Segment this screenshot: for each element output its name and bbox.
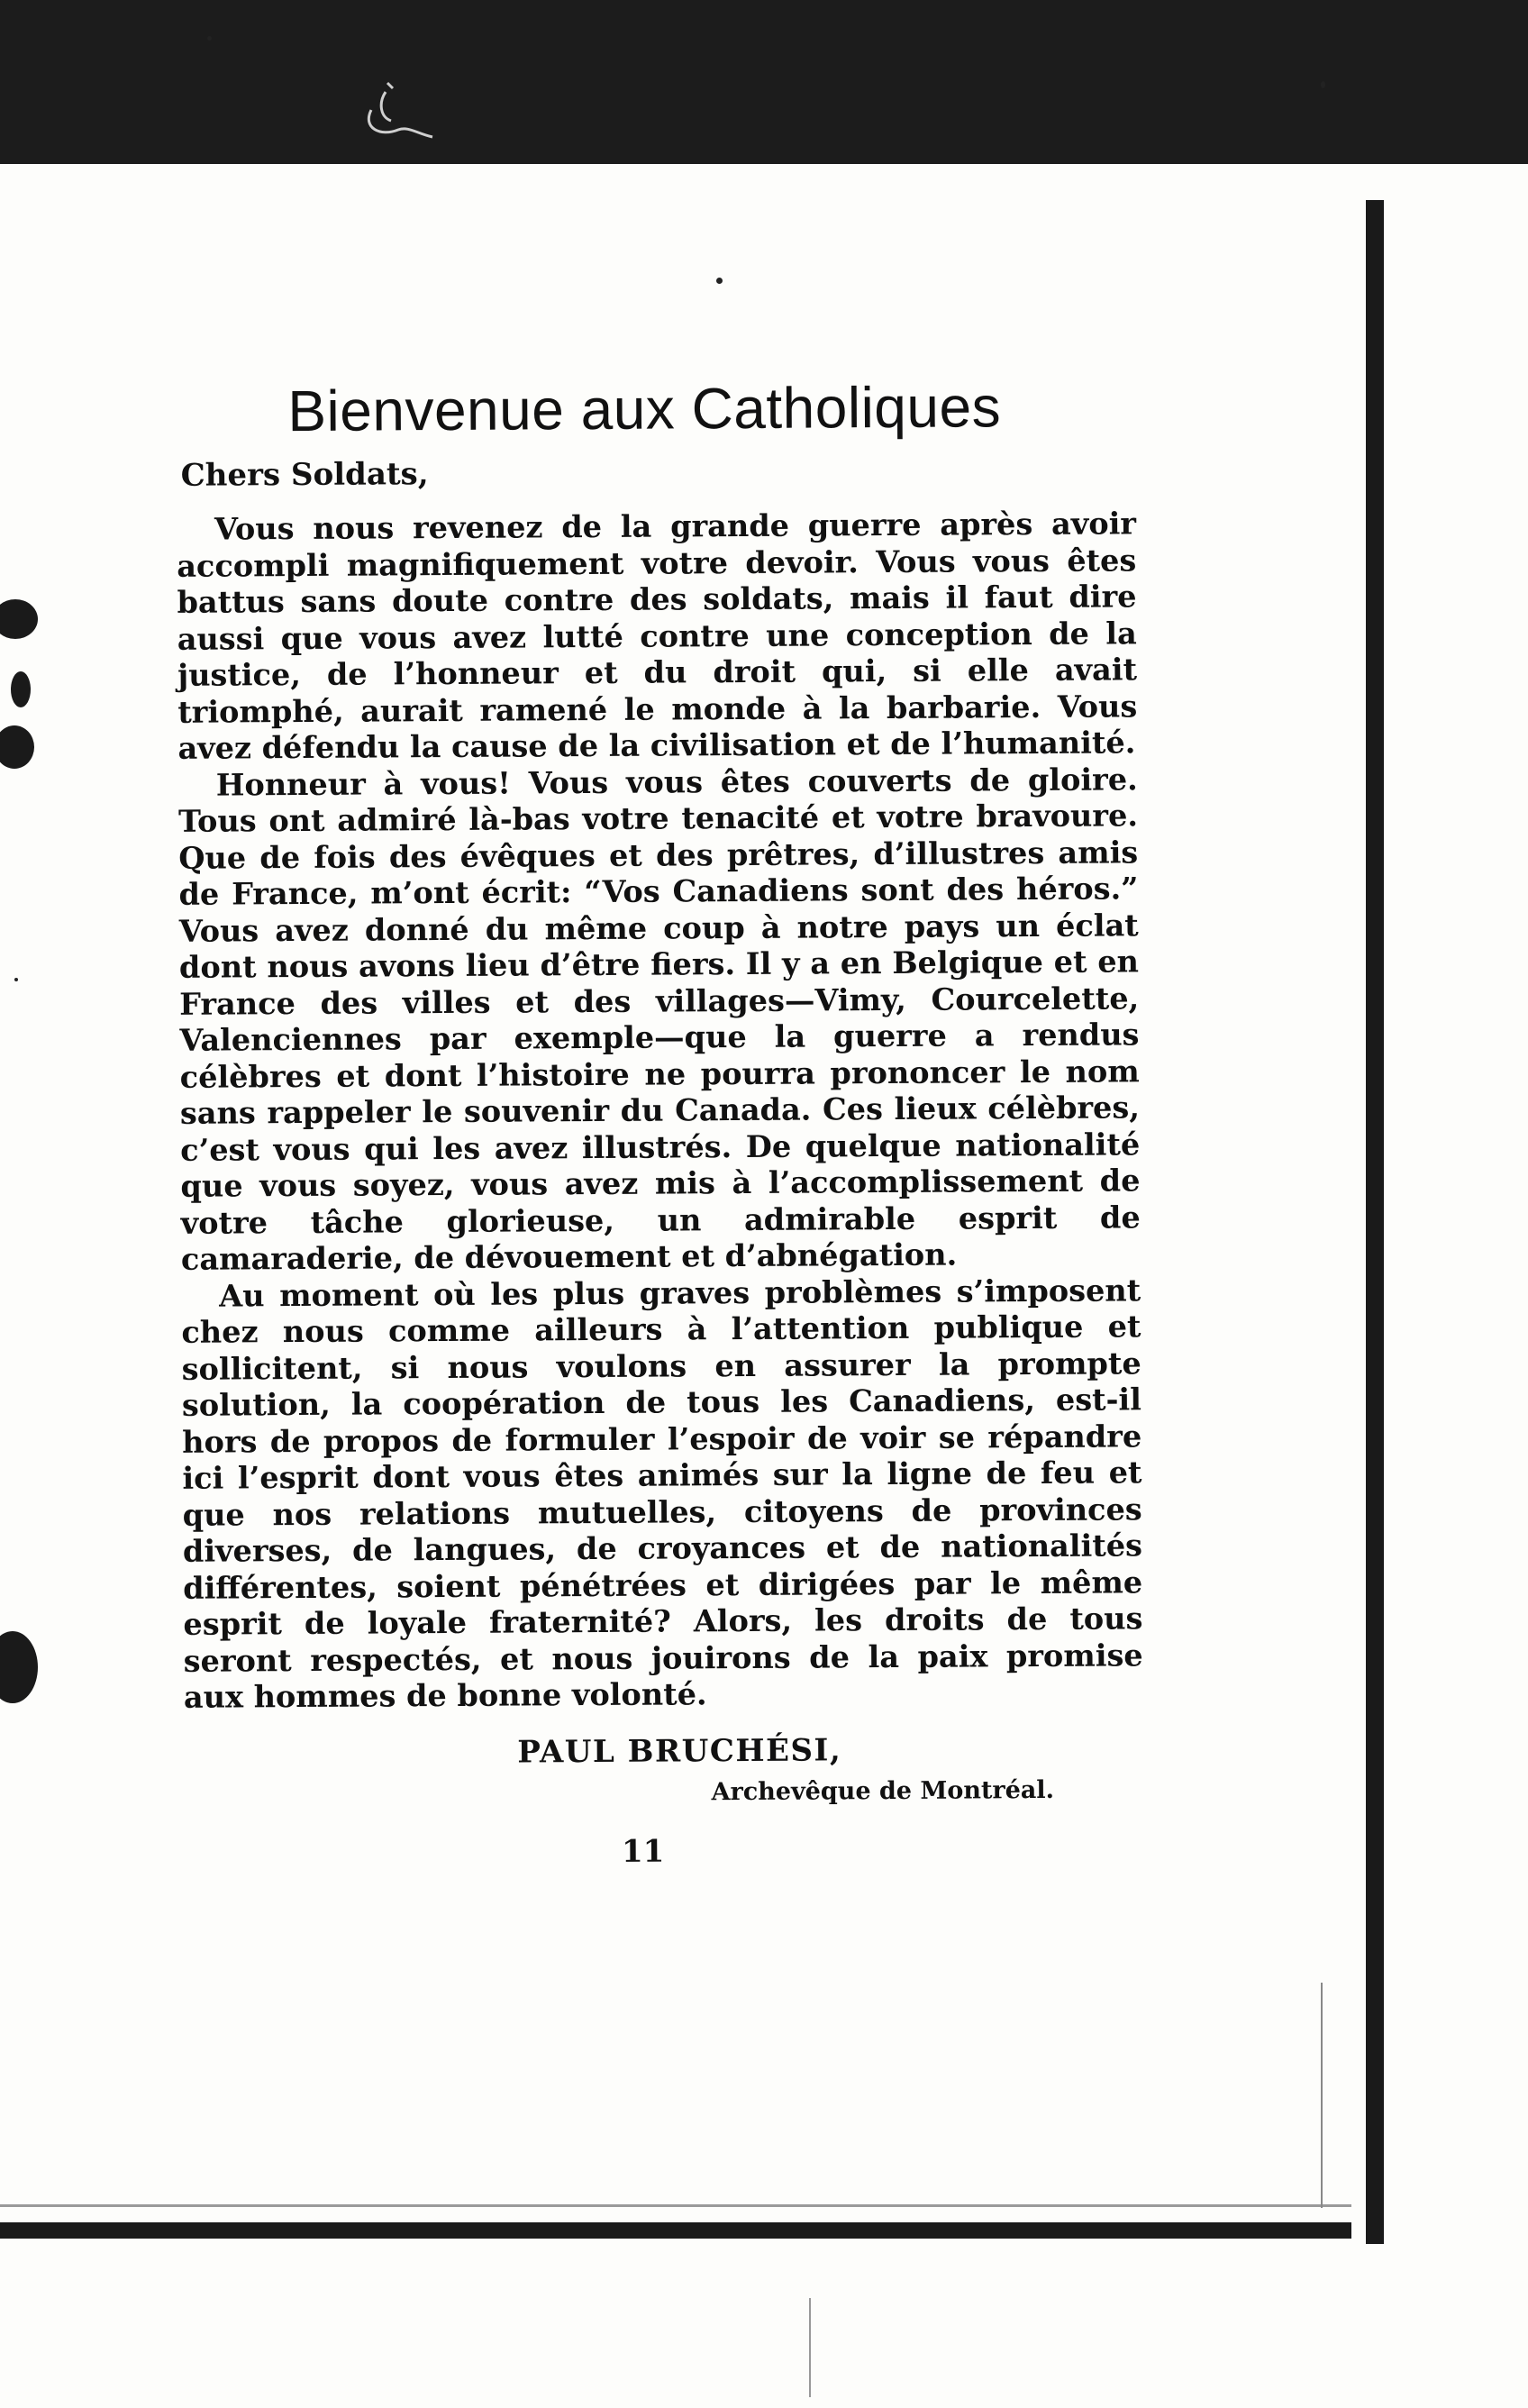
document-page (153, 372, 1144, 1872)
letter-body (154, 506, 1143, 1716)
page-edge-shadow (1366, 200, 1384, 2244)
scan-speck (716, 278, 723, 284)
binding-hole-mark (0, 1631, 38, 1703)
scan-speck (14, 978, 18, 981)
binding-hole-mark (0, 599, 38, 639)
salutation: Chers Soldats, (180, 456, 429, 494)
pencil-mark-icon (353, 74, 452, 146)
body-paragraph: Honneur à vous! Vous vous êtes couverts de gloire. Tous ont admiré là-bas votre tenacité et votre bravoure. Que de fois des évêques et des prêtres, d’illustres amis de France, m’ont écrit: “Vos Canadiens sont des héros.” Vous avez donné du même coup à notre pays un éclat dont nous avons lieu d’être fiers. Il y a en Belgique et en France des villes et des villages—Vimy, Courcelette, Valenciennes par exemple—que la guerre a rendus célèbres et dont l’histoire ne pourra prononcer le nom sans rappeler le souvenir du Canada. Ces lieux célèbres, c’est vous qui les avez illustrés. De quelque nationalité que vous soyez, vous avez mis à l’accomplissement de votre tâche glorieuse, un admirable esprit de camaraderie, de dévouement et d’abnégation. (177, 761, 1141, 1277)
scan-speck (207, 36, 212, 41)
page-number: 11 (621, 1833, 665, 1870)
binding-hole-mark (0, 725, 34, 769)
scan-speck (1321, 81, 1325, 88)
signature-title: Archevêque de Montréal. (711, 1775, 1055, 1806)
body-paragraph: Vous nous revenez de la grande guerre après avoir accompli magnifiquement votre devoir. Vous vous êtes battus sans doute contre des soldats, mais il faut dire aussi que vous avez lutté contre une conception de la justice, de l’honneur et du droit qui, si elle avait triomphé, aurait ramené le monde à la barbarie. Vous avez défendu la cause de la civilisation et de l’humanité. (177, 506, 1138, 766)
signature-name: PAUL BRUCHÉSI, (517, 1731, 842, 1771)
binding-hole-mark (11, 671, 31, 707)
page-title: Bienvenue aux Catholiques (287, 374, 1002, 444)
page-bottom-edge-faint (0, 2204, 1351, 2207)
body-paragraph: Au moment où les plus graves problèmes s’imposent chez nous comme ailleurs à l’attention publique et sollicitent, si nous voulons en assurer la prompte solution, la coopération de tous les Canadiens, est-il hors de propos de formuler l’espoir de voir se répandre ici l’esprit dont vous êtes animés sur la ligne de feu et que nos relations mutuelles, citoyens de provinces diverses, de langues, de croyances et de nationalités différentes, soient pénétrées et dirigées par le même esprit de loyale fraternité? Alors, les droits de tous seront respectés, et nous jouirons de la paix promise aux hommes de bonne volonté. (181, 1272, 1143, 1715)
scan-top-border (0, 0, 1528, 164)
page-bottom-edge (0, 2222, 1351, 2239)
scan-artifact-line (1321, 1983, 1323, 2208)
scan-artifact-line (809, 2298, 811, 2397)
